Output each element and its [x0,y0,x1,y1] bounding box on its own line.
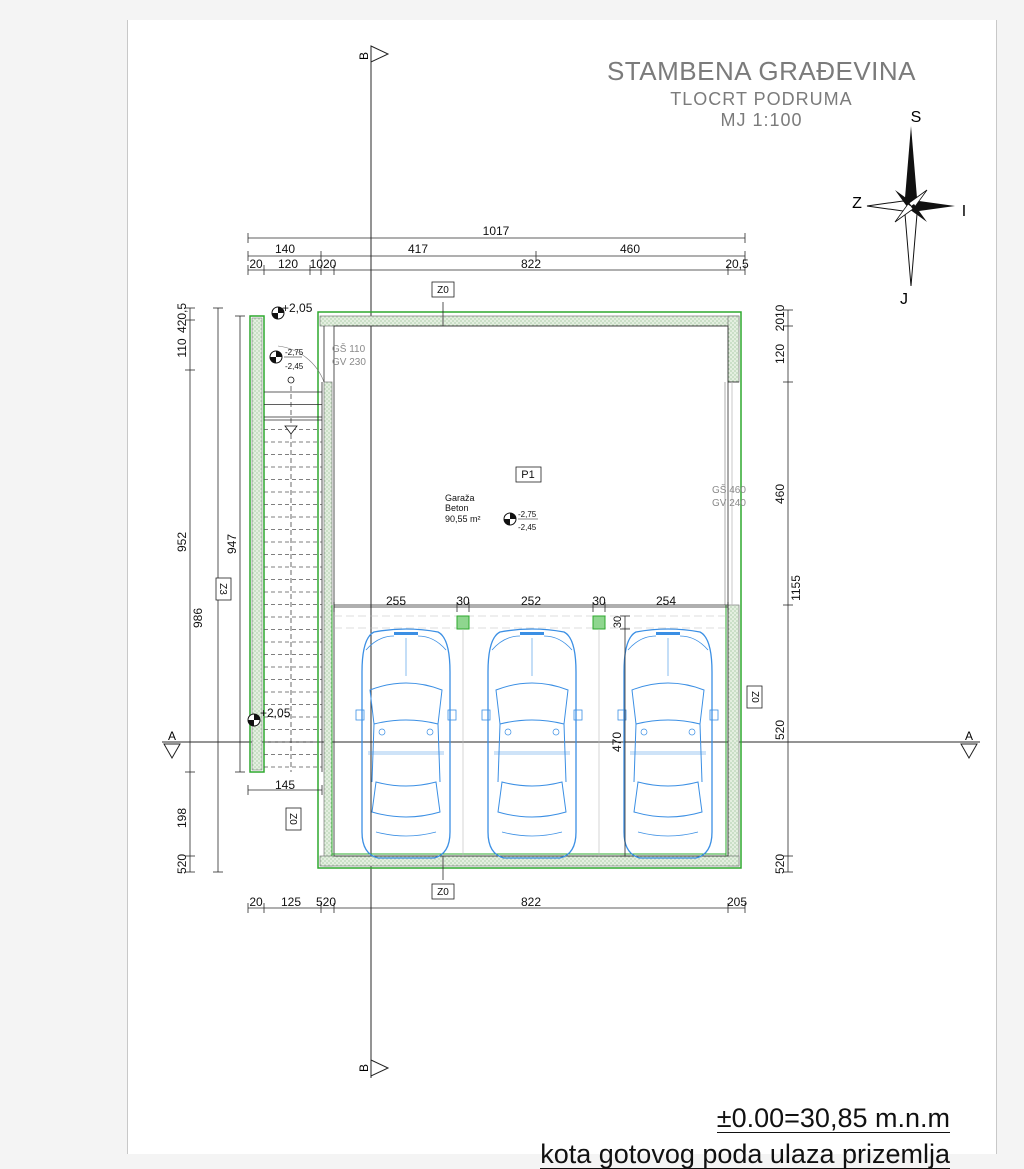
compass-rose-icon [867,126,955,286]
car-3-icon [618,629,718,858]
dim-inner-30a: 30 [456,594,470,608]
dim-inner-254: 254 [655,594,677,608]
tag-z0-right: Z0 [749,691,760,703]
dim-inner-255: 255 [385,594,407,608]
room-floor: Beton [445,503,469,513]
stair-bottom-level: +2,05 [260,706,291,720]
dim-bottom-520: 520 [315,895,337,909]
compass-east: I [961,203,967,220]
dim-left-110: 110 [175,338,189,358]
dim-right-120: 120 [773,343,787,365]
dim-top-460: 460 [619,242,641,256]
garage-gs: GŠ 460 [712,485,746,496]
drawing-title: STAMBENA GRAĐEVINA [606,56,916,86]
door-gv: GV 230 [332,357,366,368]
tag-z3: Z3 [217,583,228,595]
floor-plan [128,20,996,1154]
room-level-top: -2,75 [518,510,537,519]
stair-mid-bottom: -2,45 [285,362,304,371]
section-b-top-label: B [357,51,371,61]
section-a-left-label: A [167,729,177,743]
garage-gv: GV 240 [712,498,746,509]
room-label: P1 [521,469,535,481]
stair-arrow-icon [285,426,297,434]
section-a-right-label: A [964,729,974,743]
drawing-subtitle: TLOCRT PODRUMA [670,89,853,109]
stair-top-level: +2,05 [282,301,313,315]
dim-top-140: 140 [274,242,296,256]
door-gs: GŠ 110 [332,344,366,355]
tag-z0-bottom: Z0 [437,887,449,898]
dim-left-520: 520 [175,853,189,875]
section-line-b [371,46,388,1078]
dim-right-520a: 520 [773,719,787,741]
dim-left-947: 947 [225,533,239,555]
dim-stair-width: 145 [274,778,296,792]
stair-start-marker [288,377,294,383]
dim-right-2010: 2010 [773,304,787,332]
dim-left-4205: 420,5 [175,302,189,334]
dim-inner-30b: 30 [592,594,606,608]
stair-mid-top: -2,75 [285,348,304,357]
room-level-bottom: -2,45 [518,523,537,532]
dim-bottom-822: 822 [520,895,542,909]
dim-inner-252: 252 [520,594,542,608]
drawing-scale: MJ 1:100 [720,110,803,130]
section-line-a [162,742,980,758]
section-b-bottom-label: B [357,1063,371,1073]
dim-top-1020: 1020 [309,257,337,271]
room-area: 90,55 m² [445,514,481,524]
stair-mid-level-marker-icon [270,351,282,363]
dim-top-822: 822 [520,257,542,271]
compass-west: Z [852,195,862,212]
tag-z0-left: Z0 [287,813,298,825]
compass-north: S [910,109,922,126]
dim-top-417: 417 [407,242,429,256]
dim-top-120: 120 [277,257,299,271]
dim-left-198: 198 [175,807,189,829]
dim-right-460: 460 [773,483,787,505]
parking-area [334,605,728,856]
dim-top-total: 1017 [482,224,510,238]
dim-top-205: 20,5 [725,257,749,271]
dim-right-1155: 1155 [789,575,803,601]
car-2-icon [482,629,582,858]
dim-top-20: 20 [249,257,263,271]
compass-south: J [900,291,908,308]
dim-left-986: 986 [191,607,205,629]
dim-inner-v-470: 470 [610,731,624,753]
stair-enclosure [250,316,324,772]
elevation-note: ±0.00=30,85 m.n.m [716,1103,950,1133]
dim-bottom-125: 125 [280,895,302,909]
room-level-marker-icon [504,513,516,525]
stair-bottom-level-marker-icon [248,714,260,726]
garage-walls [318,312,741,868]
dim-bottom-20: 20 [249,895,263,909]
dim-right-520b: 520 [773,853,787,875]
tag-z0-top: Z0 [437,285,449,296]
dim-bottom-205: 205 [726,895,748,909]
dim-inner-v-30: 30 [612,615,624,629]
dim-left-952: 952 [175,531,189,553]
room-name: Garaža [445,493,475,503]
drawing-sheet [127,20,997,1169]
reference-note: kota gotovog poda ulaza prizemlja [540,1139,950,1169]
